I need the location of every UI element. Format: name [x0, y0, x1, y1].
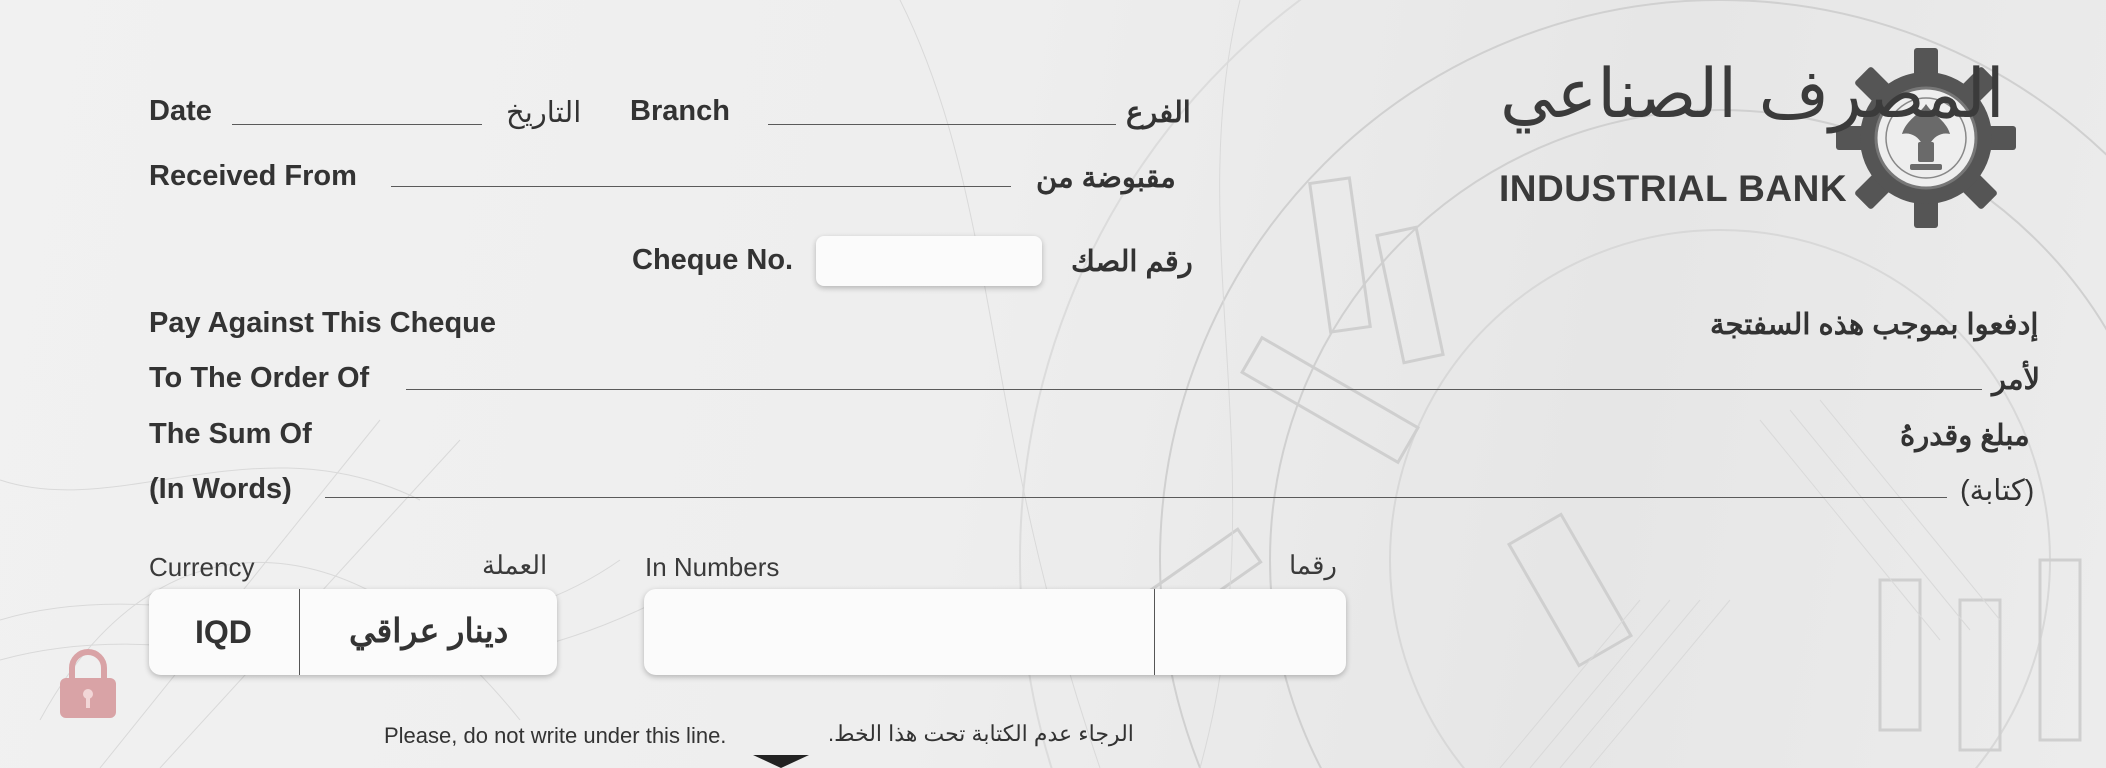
lock-icon	[56, 646, 120, 720]
currency-box	[149, 589, 557, 675]
in-numbers-label-en: In Numbers	[645, 552, 780, 582]
currency-label-ar: العملة	[482, 550, 548, 580]
bank-name-arabic: المصرف الصناعي	[1500, 55, 2005, 134]
sum-of-label-ar: مبلغ وقدرهُ	[1900, 420, 2030, 452]
order-of-label-en: To The Order Of	[149, 362, 370, 394]
down-arrow-icon	[753, 755, 809, 768]
received-from-label-en: Received From	[149, 160, 357, 192]
sum-of-label-en: The Sum Of	[149, 418, 312, 450]
in-words-label-ar: (كتابة)	[1960, 475, 2035, 507]
amount-in-words-field-line[interactable]	[325, 497, 1947, 498]
branch-label-en: Branch	[630, 95, 730, 127]
branch-label-ar: الفرع	[1126, 97, 1191, 129]
pay-against-label-ar: إدفعوا بموجب هذه السفتجة	[1710, 309, 2039, 341]
date-label-en: Date	[149, 95, 212, 127]
cheque-no-label-ar: رقم الصك	[1071, 246, 1193, 278]
currency-box-divider	[299, 589, 300, 675]
date-field-line[interactable]	[232, 124, 482, 125]
pay-against-label-en: Pay Against This Cheque	[149, 307, 496, 339]
order-of-label-ar: لأمر	[1992, 364, 2041, 396]
footer-notice-ar: الرجاء عدم الكتابة تحت هذا الخط.	[828, 721, 1134, 746]
received-from-label-ar: مقبوضة من	[1036, 162, 1176, 194]
currency-name-ar: دينار عراقي	[349, 612, 509, 649]
currency-code: IQD	[195, 614, 252, 650]
currency-label-en: Currency	[149, 552, 255, 582]
payee-field-line[interactable]	[406, 389, 1982, 390]
branch-field-line[interactable]	[768, 124, 1116, 125]
amount-in-numbers-field[interactable]	[644, 589, 1346, 675]
in-numbers-label-ar: رقما	[1289, 550, 1337, 580]
bank-name-english: INDUSTRIAL BANK	[1499, 168, 1848, 209]
cheque-no-label-en: Cheque No.	[632, 244, 794, 276]
received-from-field-line[interactable]	[391, 186, 1011, 187]
date-label-ar: التاريخ	[506, 97, 582, 129]
amount-decimal-divider	[1154, 589, 1155, 675]
footer-notice-en: Please, do not write under this line.	[384, 723, 727, 748]
in-words-label-en: (In Words)	[149, 473, 292, 505]
cheque-number-field[interactable]	[816, 236, 1042, 286]
